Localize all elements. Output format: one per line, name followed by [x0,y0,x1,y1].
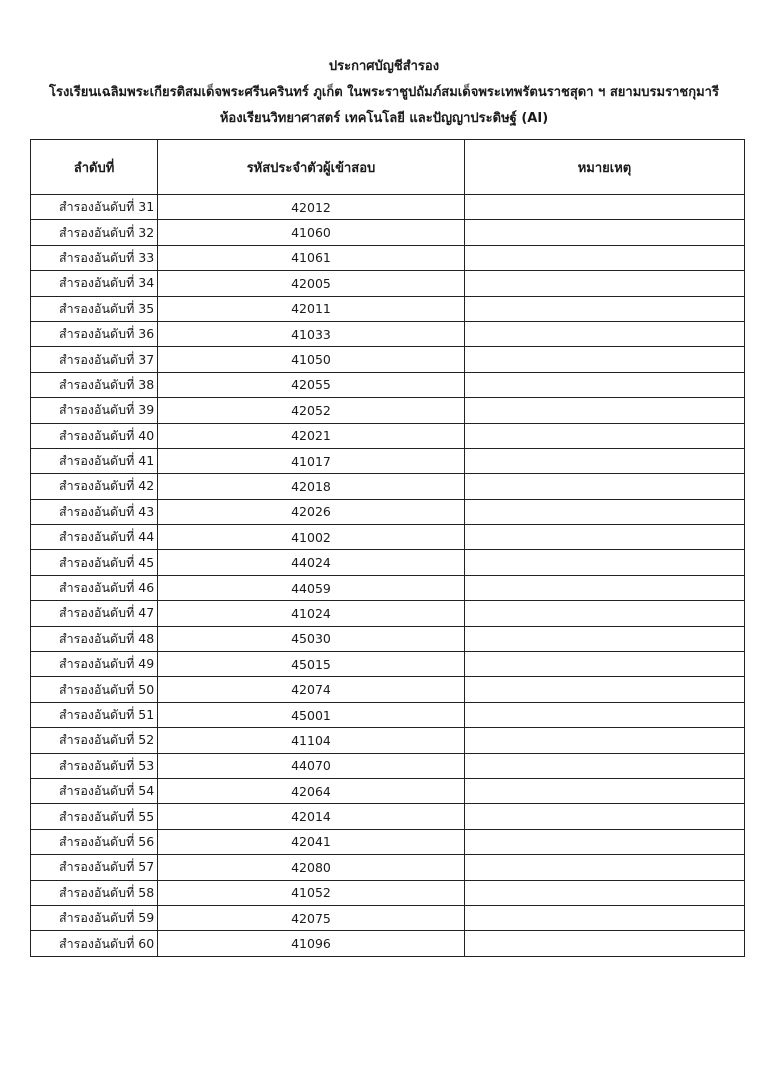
note-cell [465,804,745,829]
note-cell [465,905,745,930]
note-cell [465,372,745,397]
program-name: ห้องเรียนวิทยาศาสตร์ เทคโนโลยี และปัญญาประดิษฐ์ (AI) [219,111,549,126]
note-cell [465,347,745,372]
exam-code-cell: 41060 [158,220,465,245]
note-cell [465,753,745,778]
rank-cell: สำรองอันดับที่ 40 [31,423,158,448]
table-row [31,601,745,626]
table-row [31,550,745,575]
table-row [31,905,745,930]
exam-code-cell: 42074 [158,677,465,702]
exam-code-cell: 41050 [158,347,465,372]
note-cell [465,880,745,905]
note-cell [465,829,745,854]
note-cell [465,423,745,448]
exam-code-cell: 45015 [158,652,465,677]
table-row [31,245,745,270]
table-row [31,474,745,499]
exam-code-cell: 41104 [158,728,465,753]
note-cell [465,525,745,550]
rank-cell: สำรองอันดับที่ 38 [31,372,158,397]
table-row [31,321,745,346]
table-row [31,880,745,905]
table-header-row [31,140,745,195]
note-cell [465,702,745,727]
table-row [31,398,745,423]
note-cell [465,398,745,423]
exam-code-cell: 44024 [158,550,465,575]
exam-code-cell: 42018 [158,474,465,499]
table-row [31,296,745,321]
table-row [31,575,745,600]
exam-code-cell: 42026 [158,499,465,524]
note-cell [465,652,745,677]
exam-code-cell: 42064 [158,778,465,803]
table-row [31,753,745,778]
table-row [31,728,745,753]
column-header-note: หมายเหตุ [465,140,745,195]
note-cell [465,728,745,753]
table-row [31,423,745,448]
exam-code-cell: 42075 [158,905,465,930]
rank-cell: สำรองอันดับที่ 54 [31,778,158,803]
table-row [31,702,745,727]
table-row [31,372,745,397]
note-cell [465,931,745,956]
table-row [31,855,745,880]
rank-cell: สำรองอันดับที่ 34 [31,271,158,296]
exam-code-cell: 41033 [158,321,465,346]
rank-cell: สำรองอันดับที่ 37 [31,347,158,372]
table-row [31,347,745,372]
exam-code-cell: 41017 [158,448,465,473]
exam-code-cell: 42012 [158,195,465,220]
note-cell [465,575,745,600]
rank-cell: สำรองอันดับที่ 35 [31,296,158,321]
table-row [31,804,745,829]
rank-cell: สำรองอันดับที่ 55 [31,804,158,829]
exam-code-cell: 45030 [158,626,465,651]
rank-cell: สำรองอันดับที่ 50 [31,677,158,702]
note-cell [465,677,745,702]
exam-code-cell: 41024 [158,601,465,626]
table-body [31,195,745,957]
table-row [31,448,745,473]
exam-code-cell: 45001 [158,702,465,727]
note-cell [465,195,745,220]
table-row [31,271,745,296]
note-cell [465,778,745,803]
school-name: โรงเรียนเฉลิมพระเกียรติสมเด็จพระศรีนครินทร์ ภูเก็ต ในพระราชูปถัมภ์สมเด็จพระเทพรัตนราชสุดา ฯ สยามบรมราชกุมารี [49,85,719,100]
note-cell [465,296,745,321]
rank-cell: สำรองอันดับที่ 56 [31,829,158,854]
note-cell [465,220,745,245]
rank-cell: สำรองอันดับที่ 58 [31,880,158,905]
rank-cell: สำรองอันดับที่ 44 [31,525,158,550]
note-cell [465,626,745,651]
exam-code-cell: 44070 [158,753,465,778]
rank-cell: สำรองอันดับที่ 43 [31,499,158,524]
table-row [31,677,745,702]
exam-code-cell: 41002 [158,525,465,550]
exam-code-cell: 41096 [158,931,465,956]
table-row [31,931,745,956]
exam-code-cell: 42080 [158,855,465,880]
table-row [31,525,745,550]
rank-cell: สำรองอันดับที่ 53 [31,753,158,778]
rank-cell: สำรองอันดับที่ 39 [31,398,158,423]
rank-cell: สำรองอันดับที่ 33 [31,245,158,270]
exam-code-cell: 42052 [158,398,465,423]
note-cell [465,448,745,473]
table-row [31,778,745,803]
table-row [31,652,745,677]
rank-cell: สำรองอันดับที่ 48 [31,626,158,651]
exam-code-cell: 42055 [158,372,465,397]
note-cell [465,499,745,524]
exam-code-cell: 41061 [158,245,465,270]
note-cell [465,321,745,346]
note-cell [465,601,745,626]
rank-cell: สำรองอันดับที่ 36 [31,321,158,346]
table-row [31,829,745,854]
reserve-list-table [30,139,745,957]
rank-cell: สำรองอันดับที่ 42 [31,474,158,499]
rank-cell: สำรองอันดับที่ 46 [31,575,158,600]
column-header-rank: ลำดับที่ [31,140,158,195]
rank-cell: สำรองอันดับที่ 51 [31,702,158,727]
rank-cell: สำรองอันดับที่ 59 [31,905,158,930]
rank-cell: สำรองอันดับที่ 47 [31,601,158,626]
table-row [31,220,745,245]
column-header-exam-code: รหัสประจำตัวผู้เข้าสอบ [158,140,465,195]
note-cell [465,245,745,270]
table-row [31,499,745,524]
rank-cell: สำรองอันดับที่ 49 [31,652,158,677]
rank-cell: สำรองอันดับที่ 45 [31,550,158,575]
exam-code-cell: 42021 [158,423,465,448]
rank-cell: สำรองอันดับที่ 57 [31,855,158,880]
exam-code-cell: 42014 [158,804,465,829]
document-header [0,54,768,132]
exam-code-cell: 44059 [158,575,465,600]
table-row [31,195,745,220]
rank-cell: สำรองอันดับที่ 32 [31,220,158,245]
note-cell [465,855,745,880]
exam-code-cell: 41052 [158,880,465,905]
rank-cell: สำรองอันดับที่ 60 [31,931,158,956]
rank-cell: สำรองอันดับที่ 41 [31,448,158,473]
rank-cell: สำรองอันดับที่ 52 [31,728,158,753]
exam-code-cell: 42041 [158,829,465,854]
table-row [31,626,745,651]
note-cell [465,474,745,499]
note-cell [465,271,745,296]
exam-code-cell: 42011 [158,296,465,321]
rank-cell: สำรองอันดับที่ 31 [31,195,158,220]
note-cell [465,550,745,575]
document-title: ประกาศบัญชีสำรอง [328,59,440,74]
exam-code-cell: 42005 [158,271,465,296]
